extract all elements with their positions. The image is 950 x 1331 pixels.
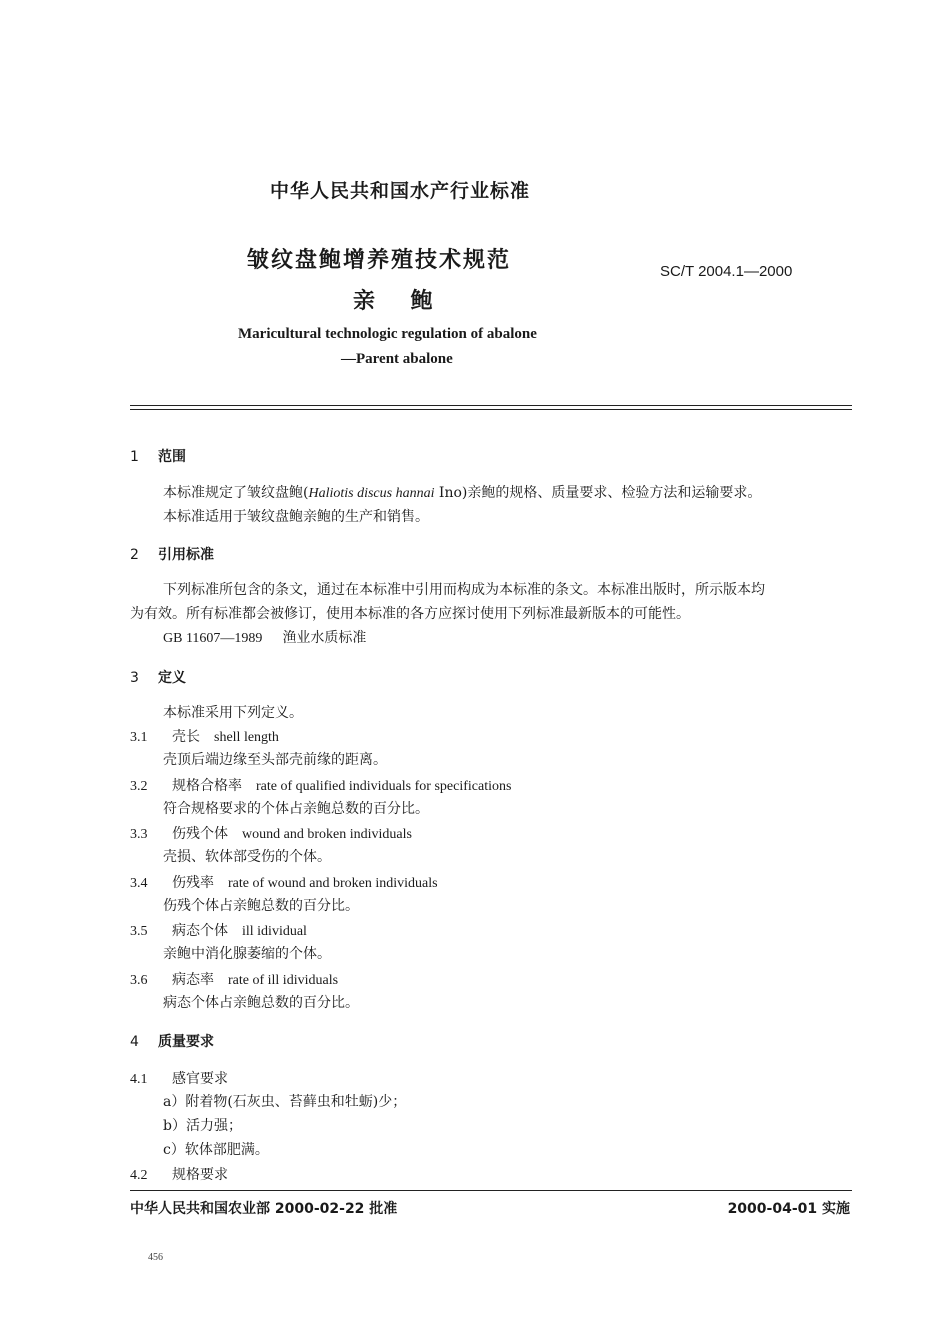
page-number: 456 [148, 1252, 163, 1263]
section-number: 2 [130, 547, 139, 563]
definition-3-4: 3.4 伤残率 rate of wound and broken individuals [130, 875, 438, 891]
header-rule-thin [130, 409, 852, 410]
section-1-heading [130, 446, 186, 466]
subsection-4-1: 4.1 感官要求 [130, 1071, 228, 1087]
section-title: 质量要求 [158, 1034, 214, 1050]
standard-code: SC/T 2004.1—2000 [660, 263, 793, 280]
document-subtitle: 亲 鲍 [353, 289, 433, 314]
english-title: Maricultural technologic regulation of abalone [238, 326, 537, 342]
section-title: 定义 [158, 670, 186, 686]
definition-3-2-desc: 符合规格要求的个体占亲鲍总数的百分比。 [163, 801, 429, 817]
section-2-paragraph-line-2: 为有效。所有标准都会被修订，使用本标准的各方应探讨使用下列标准最新版本的可能性。 [130, 606, 690, 622]
section-1-paragraph-1: 本标准规定了皱纹盘鲍(Haliotis discus hannai Ino)亲鲍的规格、质量要求、检验方法和运输要求。 [163, 485, 762, 501]
section-number: 3 [130, 670, 139, 686]
section-2-heading [130, 544, 214, 564]
ref-code: GB 11607—1989 [163, 631, 263, 646]
footer-rule [130, 1190, 852, 1191]
definition-3-1: 3.1 壳长 shell length [130, 729, 279, 745]
section-1-paragraph-2: 本标准适用于皱纹盘鲍亲鲍的生产和销售。 [163, 509, 429, 525]
definition-3-5-desc: 亲鲍中消化腺萎缩的个体。 [163, 946, 331, 962]
definition-3-5: 3.5 病态个体 ill idividual [130, 923, 307, 939]
section-4-heading [130, 1031, 214, 1051]
header-rule [130, 405, 852, 406]
section-title: 引用标准 [158, 547, 214, 563]
approval-line: 中华人民共和国农业部 2000-02-22 批准 [130, 1201, 398, 1217]
section-3-intro: 本标准采用下列定义。 [163, 705, 303, 721]
section-number: 1 [130, 449, 139, 465]
ref-name: 渔业水质标准 [282, 630, 367, 646]
document-title: 皱纹盘鲍增养殖技术规范 [247, 248, 512, 273]
subsection-4-2: 4.2 规格要求 [130, 1167, 228, 1183]
definition-3-3: 3.3 伤残个体 wound and broken individuals [130, 826, 412, 842]
list-item: b）活力强； [163, 1118, 242, 1134]
list-item: c）软体部肥满。 [163, 1142, 269, 1158]
issuer-heading: 中华人民共和国水产行业标准 [269, 180, 530, 202]
definition-3-6: 3.6 病态率 rate of ill idividuals [130, 972, 339, 988]
english-subtitle: —Parent abalone [341, 351, 453, 367]
definition-3-4-desc: 伤残个体占亲鲍总数的百分比。 [163, 898, 359, 914]
latin-species-name: Haliotis discus hannai [308, 486, 435, 501]
list-item: a）附着物(石灰虫、苔藓虫和牡蛎)少； [163, 1094, 407, 1110]
section-3-heading [130, 667, 186, 687]
section-title: 范围 [158, 449, 186, 465]
section-number: 4 [130, 1034, 139, 1050]
referenced-standard [163, 628, 366, 649]
section-2-paragraph-line-1: 下列标准所包含的条文，通过在本标准中引用而构成为本标准的条文。本标准出版时，所示版本均 [163, 582, 765, 598]
definition-3-6-desc: 病态个体占亲鲍总数的百分比。 [163, 995, 359, 1011]
definition-3-2: 3.2 规格合格率 rate of qualified individuals for specifications [130, 778, 512, 794]
effective-date: 2000-04-01 实施 [727, 1201, 850, 1217]
definition-3-3-desc: 壳损、软体部受伤的个体。 [163, 849, 331, 865]
definition-3-1-desc: 壳顶后端边缘至头部壳前缘的距离。 [163, 752, 387, 768]
